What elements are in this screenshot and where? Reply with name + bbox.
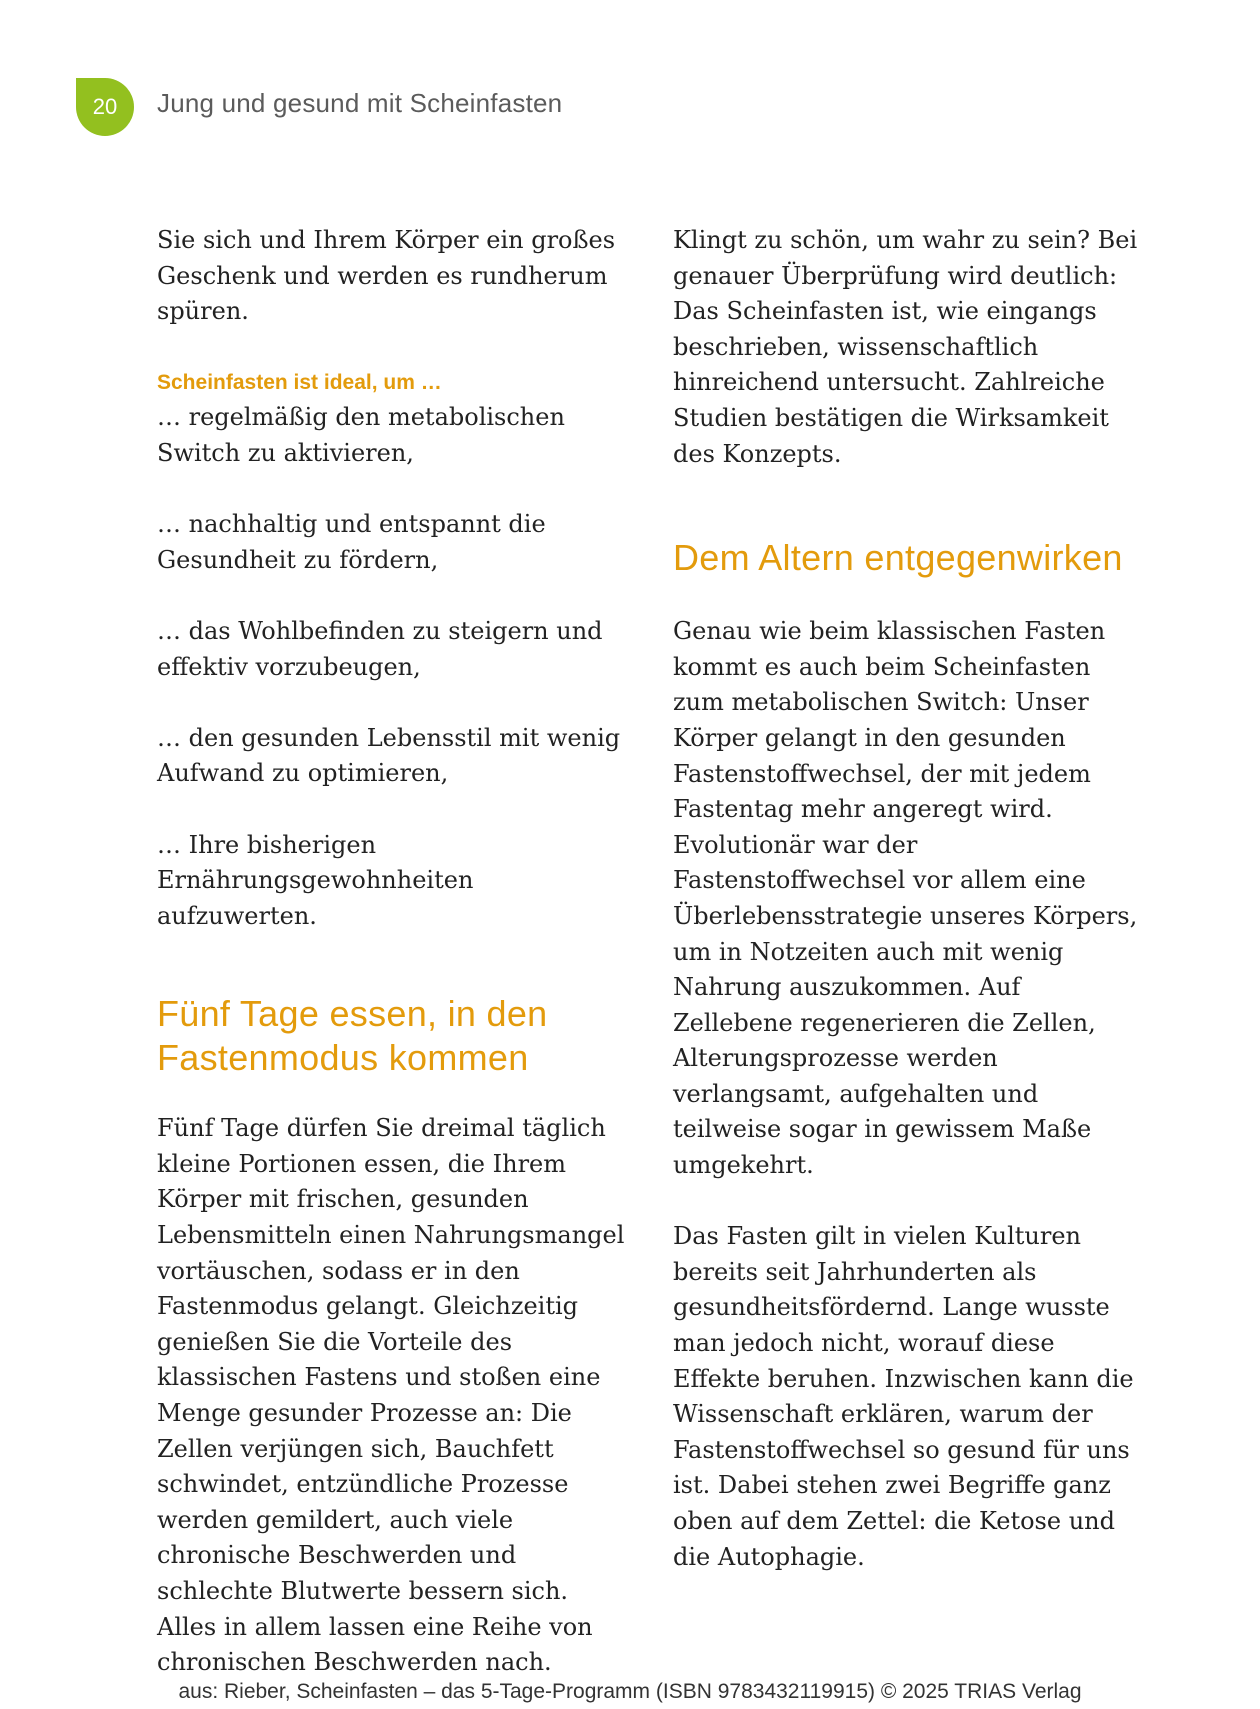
section-heading: Dem Altern entgegenwirken bbox=[673, 537, 1123, 579]
right-column bbox=[673, 223, 1143, 1575]
body-paragraph: Fünf Tage dürfen Sie dreimal täglich kleine Portionen essen, die Ihrem Körper mit frischen, gesunden Lebensmitteln einen Nahrungsmangel vortäuschen, sodass er in den Fastenmodus gelangt. Gleichzeitig genießen Sie die Vorteile des klassischen Fastens und stoßen eine Menge gesunder Prozesse an: Die Zellen verjüngen sich, Bauchfett schwindet, entzündliche Prozesse werden gemildert, auch viele chronische Beschwerden und schlechte Blutwerte bessern sich. Alles in allem lassen eine Reihe von chronischen Beschwerden nach. bbox=[157, 1114, 625, 1677]
page-number: 20 bbox=[92, 94, 118, 119]
section-heading: Fünf Tage essen, in den Fastenmodus kommen bbox=[157, 993, 548, 1079]
page-number-badge bbox=[76, 78, 134, 136]
running-title: Jung und gesund mit Scheinfasten bbox=[157, 88, 563, 118]
intro-paragraph: Sie sich und Ihrem Körper ein großes Geschenk und werden es rundherum spüren. bbox=[157, 226, 616, 326]
list-item: … nachhaltig und entspannt die Gesundheit zu fördern, bbox=[157, 510, 546, 574]
list-item: … das Wohlbefinden zu steigern und effektiv vorzubeugen, bbox=[157, 616, 603, 681]
body-paragraph: Das Fasten gilt in vielen Kulturen bereits seit Jahrhunderten als gesundheitsfördernd. Lange wusste man jedoch nicht, worauf diese Effekte beruhen. Inzwischen kann die Wissenschaft erklären, warum der Fastenstoffwechsel so gesund für uns ist. Dabei stehen zwei Begriffe ganz oben auf dem Zettel: die Ketose und die Autophagie. bbox=[673, 1222, 1134, 1571]
footer-citation: aus: Rieber, Scheinfasten – das 5-Tage-Programm (ISBN 9783432119915) © 2025 TRIAS Verlag bbox=[178, 1680, 1082, 1703]
intro-paragraph: Klingt zu schön, um wahr zu sein? Bei genauer Überprüfung wird deutlich: Das Scheinfasten ist, wie eingangs beschrieben, wissenschaftlich hinreichend untersucht. Zahlreiche Studien bestätigen die Wirksamkeit des Konzepts. bbox=[673, 226, 1138, 468]
list-item: … den gesunden Lebensstil mit wenig Aufwand zu optimieren, bbox=[157, 723, 621, 788]
body-paragraph: Genau wie beim klassischen Fasten kommt es auch beim Scheinfasten zum metabolischen Switch: Unser Körper gelangt in den gesunden Fastenstoffwechsel, der mit jedem Fastentag mehr angeregt wird. Evolutionär war der Fastenstoffwechsel vor allem eine Überlebensstrategie unseres Körpers, um in Notzeiten auch mit wenig Nahrung auszukommen. Auf Zellebene regenerieren die Zellen, Alterungsprozesse werden verlangsamt, aufgehalten und teilweise sogar in gewissem Maße umgekehrt. bbox=[673, 617, 1138, 1180]
left-column bbox=[157, 223, 627, 1681]
list-item: … Ihre bisherigen Ernährungsgewohnheiten aufzuwerten. bbox=[157, 830, 474, 930]
list-lead: Scheinfasten ist ideal, um … bbox=[157, 370, 442, 394]
list-item: … regelmäßig den metabolischen Switch zu aktivieren, bbox=[157, 403, 565, 467]
